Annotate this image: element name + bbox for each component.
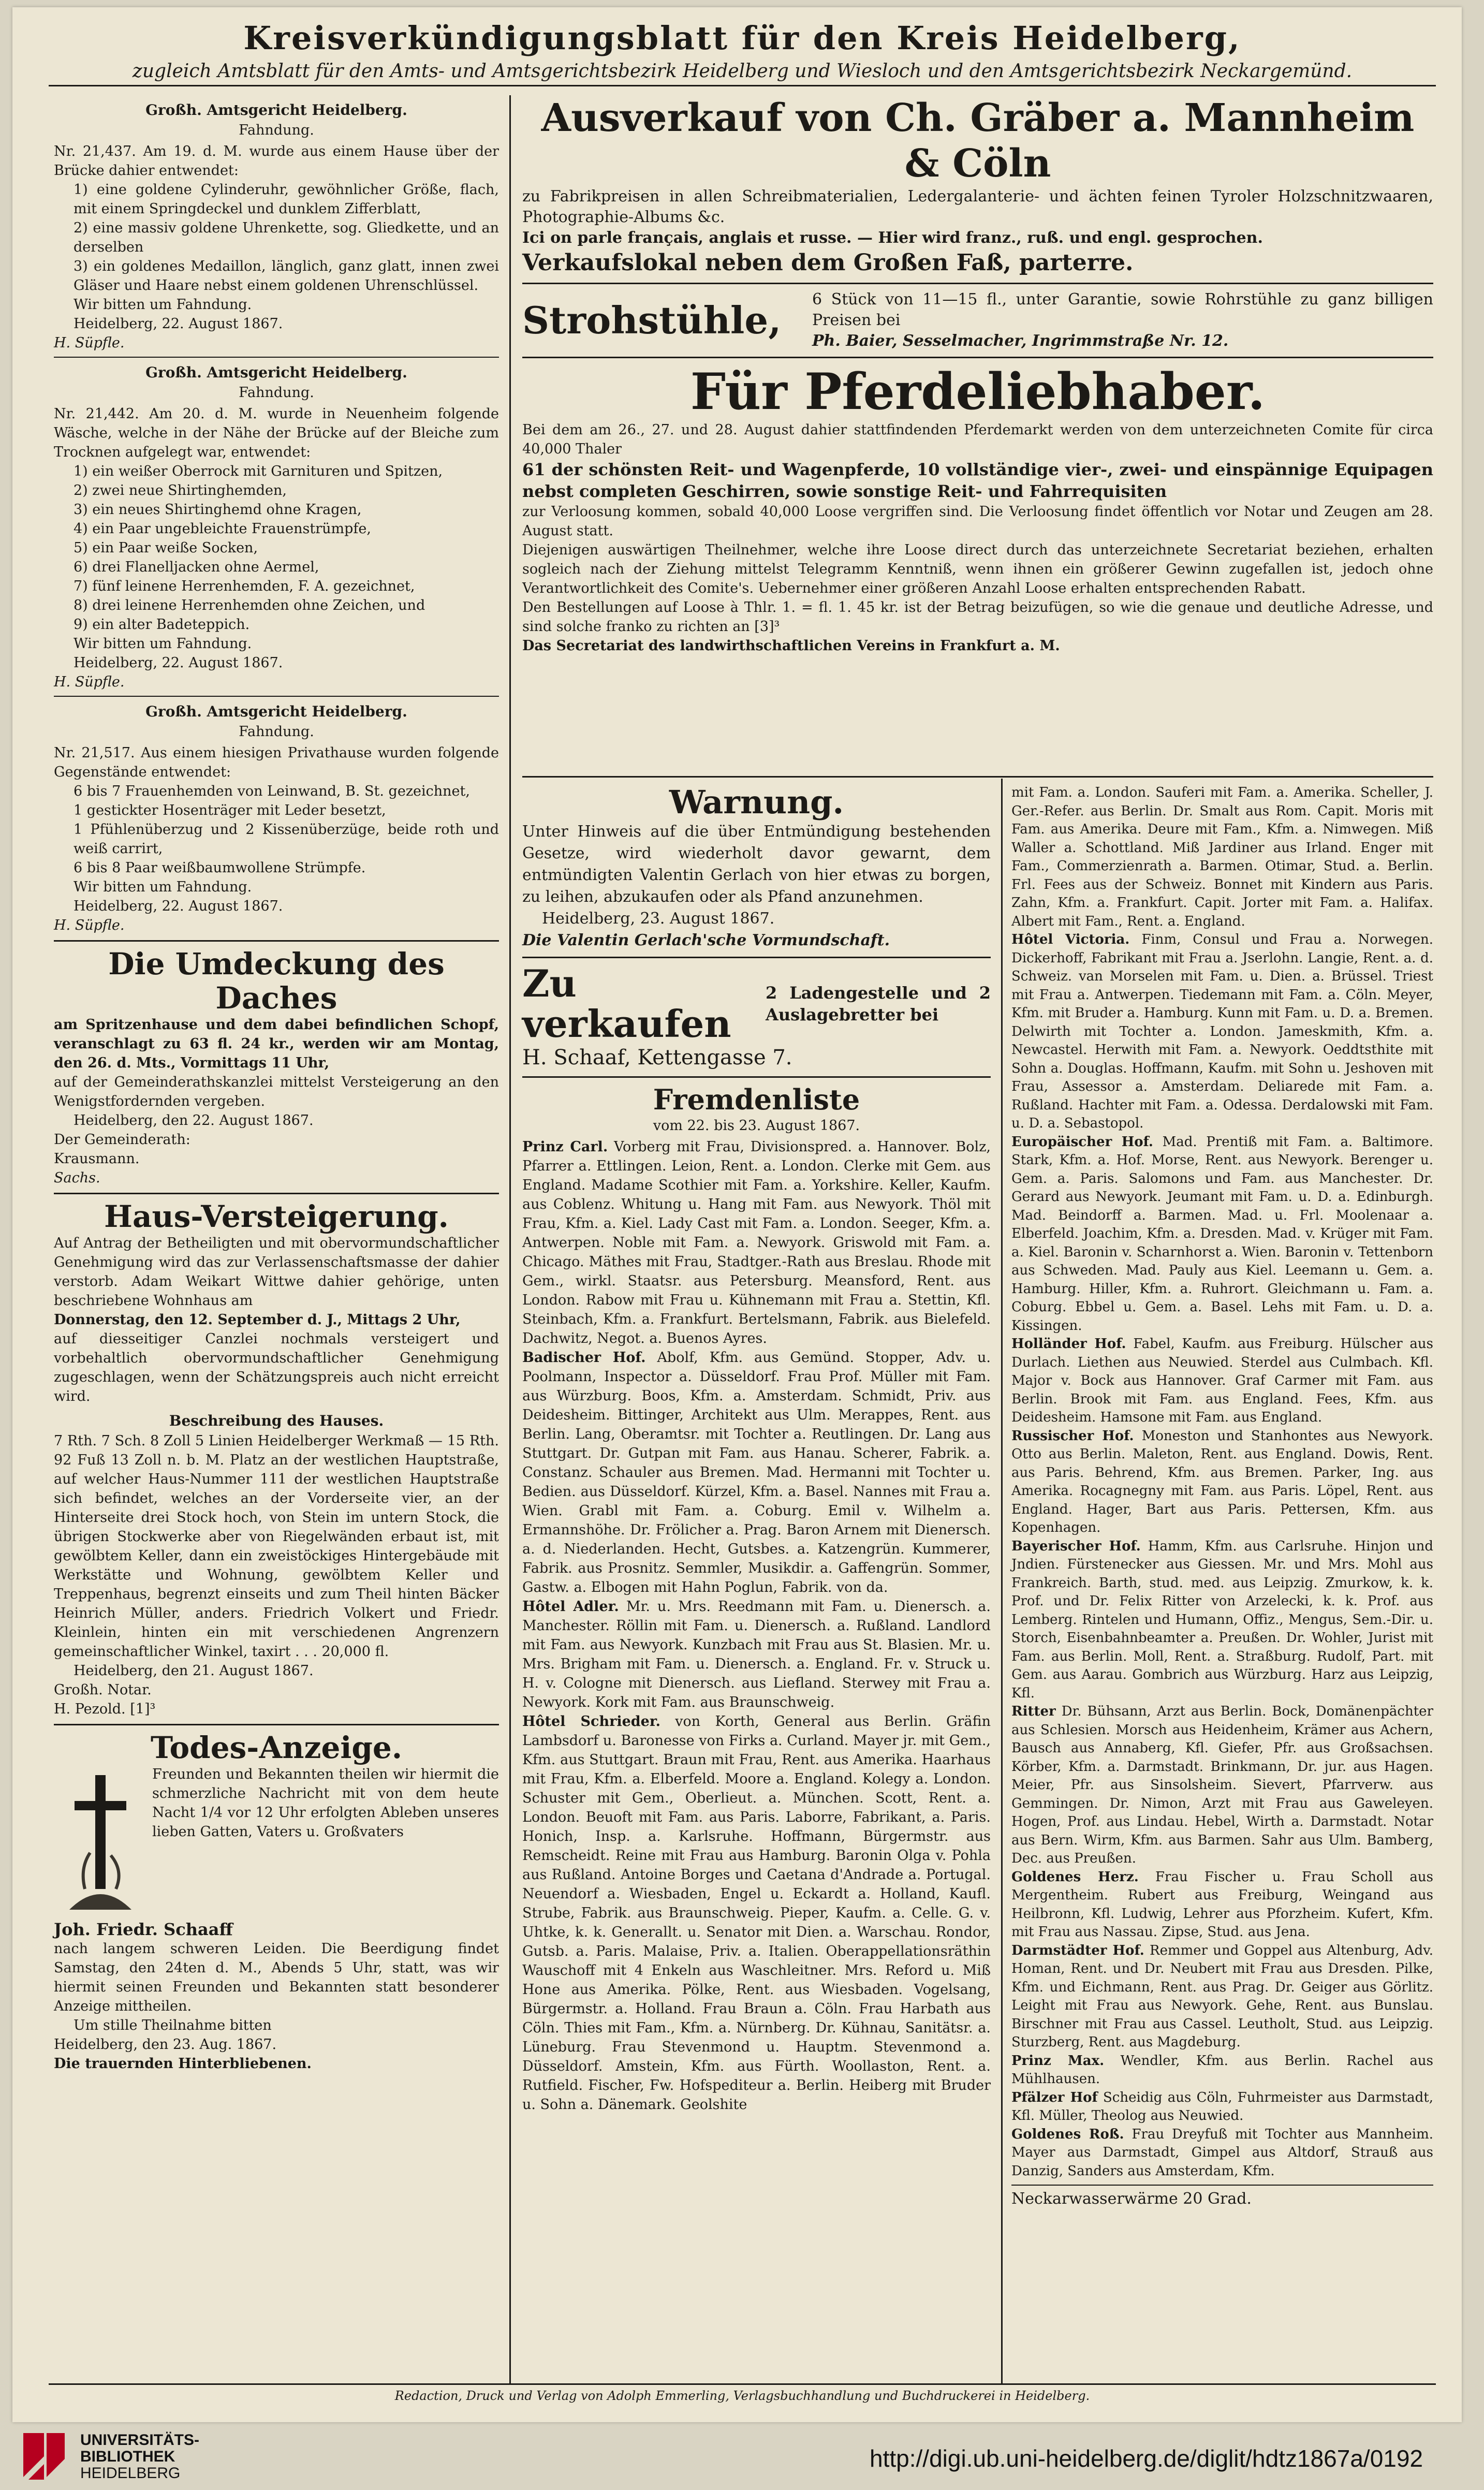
guest-entry (1011, 1942, 1433, 2052)
notice-item: 4) ein Paar ungebleichte Frauenstrümpfe, (74, 521, 371, 537)
chairs-ad (522, 289, 1433, 351)
newspaper-page (12, 7, 1462, 2422)
auction-description: 7 Rth. 7 Sch. 8 Zoll 5 Linien Heidelberger Werkmaß — 15 Rth. 92 Fuß 13 Zoll n. b. M. Platz an der westlichen Hauptstraße, auf welcher Haus-Nummer 111 der westlichen Hauptstraße sich befindet, welches an der Vorderseite vier, an der Hinterseite drei Stock hoch, von Stein im untern Stock, die übrigen Stockwerke aber von Riegelwänden erbaut ist, mit gewölbtem Keller, dann ein zweistöckiges Hintergebäude mit Werkstätte und Wohnung, gewölbtem Keller und Treppenhaus, begrenzt einseits und zum Theil hinten Bäcker Heinrich Müller, anders. Friedrich Volkert und Friedr. Kleinlein, hinten ein mit verschiedenen Angrenzern gemeinschaftlicher Winkel, taxirt . . . 20,000 fl. (54, 1433, 499, 1660)
horses-title: Für Pferdeliebhaber. (690, 362, 1266, 421)
left-column (54, 95, 499, 2073)
death-notice (54, 1731, 499, 2073)
divider (522, 283, 1433, 284)
notice-1 (54, 100, 499, 353)
notice-body: Nr. 21,442. Am 20. d. M. wurde in Neuenheim folgende Wäsche, welche in der Nähe der Brücke auf der Bleiche zum Trocknen aufgelegt war, entwendet: (54, 406, 499, 460)
warning-title: Warnung. (669, 783, 844, 821)
roof-title: Die Umdeckung des Daches (108, 946, 445, 1016)
notice-item: 9) ein alter Badeteppich. (74, 617, 250, 633)
source-url[interactable]: http://digi.ub.uni-heidelberg.de/diglit/hdtz1867a/0192 (870, 2445, 1423, 2472)
hotel-name: Darmstädter Hof. (1011, 1942, 1144, 1958)
guest-entry (522, 1597, 991, 1712)
imprint: Redaction, Druck und Verlag von Adolph Emmerling, Verlagsbuchhandlung und Buchdruckerei in Heidelberg. (394, 2389, 1090, 2403)
hotel-name: Holländer Hof. (1011, 1336, 1126, 1352)
notice-closing: Wir bitten um Fahndung. (74, 879, 252, 895)
notice-item: 6 bis 8 Paar weißbaumwollene Strümpfe. (74, 860, 366, 876)
death-signature: Die trauernden Hinterbliebenen. (54, 2056, 312, 2072)
auction-signature-line (54, 1700, 499, 1719)
hotel-name: Ritter (1011, 1704, 1056, 1719)
guest-names: Mr. u. Mrs. Reedmann mit Fam. u. Dienersch. a. Manchester. Röllin mit Fam. u. Dienersch. a. Rußland. Landlord mit Fam. aus Newyork. Kunzbach mit Frau aus St. Blasien. Mr. u. Mrs. Brigham mit Fam. u. Dienersch. a. England. Fr. v. Struck u. H. v. Cologne mit Dienersch. aus Liefland. Sterwey mit Frau a. Newyork. Kork mit Fam. aus Braunschweig. (522, 1599, 991, 1710)
guest-names: Hamm, Kfm. aus Carlsruhe. Hinjon und Jndien. Fürstenecker aus Giessen. Mr. und Mrs. Mohl aus Frankreich. Barth, stud. med. aus Leipzig. Zmurkow, k. k. Prof. und Dr. Felix Ritter von Arzelecki, k. k. Prof. aus Lemberg. Rintelen und Humann, Offiz., Mengus, Sem.-Dir. u. Storch, Eisenbahnbeamter a. Preußen. Dr. Wohler, Jurist mit Fam. aus Berlin. Moll, Rent. a. Straßburg. Rudolf, Part. mit Gem. aus Aarau. Gombrich aus Würzburg. Harz aus Leipzig, Kfl. (1011, 1538, 1433, 1701)
notice-item: 6) drei Flanelljacken ohne Aermel, (74, 559, 319, 575)
death-text: nach langem schweren Leiden. Die Beerdigung findet Samstag, den 24ten d. M., Abends 5 Uhr, statt, was wir hiermit seinen Freunden und Bekannten statt besonderer Anzeige mittheilen. (54, 1941, 499, 2014)
hotel-name: Pfälzer Hof (1011, 2089, 1098, 2105)
deceased-name: Joh. Friedr. Schaaff (54, 1920, 233, 1939)
auction-description-heading: Beschreibung des Hauses. (169, 1412, 384, 1429)
notice-date: Heidelberg, 22. August 1867. (74, 898, 283, 914)
sale-text: zu Fabrikpreisen in allen Schreibmaterialien, Ledergalanterie- und ächten feinen Tyroler Holzschnitzwaaren, Photographie-Albums &c. (522, 187, 1433, 226)
auction-place-date: Heidelberg, den 21. August 1867. (74, 1663, 314, 1679)
death-body (54, 1765, 499, 1920)
chairs-body (812, 289, 1433, 351)
library-line: UNIVERSITÄTS- (80, 2432, 200, 2449)
guest-entry (1011, 1868, 1433, 1942)
notice-heading: Großh. Amtsgericht Heidelberg. (145, 703, 407, 720)
guest-names: Wendler, Kfm. aus Berlin. Rachel aus Mühlhausen. (1011, 2053, 1433, 2087)
guest-names: Dr. Bühsann, Arzt aus Berlin. Bock, Domänenpächter aus Schlesien. Morsch aus Heidenheim, Krämer aus Achern, Bausch aus Annaberg, Kfl. Giefer, Pfr. aus Großsachsen. Körber, Kfm. a. Darmstadt. Brinkmann, Dr. jur. aus Hagen. Meier, Pfr. aus Sinsolsheim. Sievert, Pfarrverw. aus Gemmingen. Dr. Nimon, Arzt mit Frau aus Gaweleyen. Hogen, Prof. aus Lindau. Hebel, Wirth a. Darmstadt. Notar aus Bern. Wirm, Kfm. aus Barmen. Sahr aus Ulm. Bamberg, Dec. aus Preußen. (1011, 1704, 1433, 1866)
hotel-name: Hôtel Schrieder. (522, 1713, 660, 1730)
guest-entry (1011, 1133, 1433, 1336)
auction-reference: [1]³ (130, 1701, 156, 1717)
forsale-head (522, 963, 991, 1044)
notice-body: Nr. 21,437. Am 19. d. M. wurde aus einem Hause über der Brücke dahier entwendet: (54, 143, 499, 179)
horses-text: Bei dem am 26., 27. und 28. August dahier stattfindenden Pferdemarkt werden von dem unterzeichneten Comite für circa 40,000 Thaler (522, 422, 1433, 457)
notice-heading: Großh. Amtsgericht Heidelberg. (145, 364, 407, 381)
notice-signature: H. Süpfle. (54, 335, 125, 351)
notice-body: Nr. 21,517. Aus einem hiesigen Privathause wurden folgende Gegenstände entwendet: (54, 745, 499, 780)
divider (522, 357, 1433, 358)
notice-item: 3) ein goldenes Medaillon, länglich, ganz glatt, innen zwei Gläser und Haare nebst einem goldenen Uhrenschlüssel. (74, 258, 499, 294)
guest-names: Mad. Prentiß mit Fam. a. Baltimore. Stark, Kfm. a. Hof. Morse, Rent. aus Newyork. Berenger u. Gem. a. Paris. Salomons und Fam. aus Manchester. Dr. Gerard aus Newyork. Jeumant mit Fam. u. D. a. Edinburgh. Mad. Beindorff a. Barmen. Mad. u. Frl. Moolenaar a. Elberfeld. Joachim, Kfm. a. Dresden. Mad. v. Krüger mit Fam. a. Kiel. Baronin v. Scharnhorst a. Wien. Baronin v. Tettenborn aus Schweden. Mad. Pauly aus Kiel. Leemann u. Gem. a. Hamburg. Hiller, Kfm. a. Ruhrort. Gleichmann u. Fam. a. Coburg. Ebbel u. Gem. a. Basel. Lehs mit Fam. u. D. a. Kissingen. (1011, 1134, 1434, 1334)
water-temperature: Neckarwasserwärme 20 Grad. (1011, 2190, 1252, 2208)
sale-title: Ausverkauf von Ch. Gräber a. Mannheim & Cöln (541, 96, 1415, 186)
forsale-title: Zu verkaufen (522, 961, 731, 1046)
notice-subheading: Fahndung. (239, 724, 314, 740)
sale-location: Verkaufslokal neben dem Großen Faß, parterre. (522, 250, 1134, 276)
notice-item: 2) zwei neue Shirtinghemden, (74, 482, 287, 499)
hotel-name: Goldenes Roß. (1011, 2126, 1124, 2142)
warning-text: Unter Hinweis auf die über Entmündigung bestehenden Gesetze, wird wiederholt davor gewarnt, dem entmündigten Valentin Gerlach von hier etwas zu borgen, zu leihen, abzukaufen oder als Pfand anzunehmen. (522, 823, 991, 906)
guest-entry (1011, 2052, 1433, 2089)
guest-entry (1011, 784, 1433, 931)
notice-subheading: Fahndung. (239, 385, 314, 401)
warning-date: Heidelberg, 23. August 1867. (542, 910, 775, 928)
roof-council: Der Gemeinderath: (54, 1132, 190, 1148)
guest-entry (1011, 1427, 1433, 1537)
masthead (49, 18, 1436, 84)
horses-text: Den Bestellungen auf Loose à Thlr. 1. = fl. 1. 45 kr. ist der Betrag beizufügen, so wie die genaue und deutliche Adresse, und sind solche franko zu richten an (522, 599, 1433, 635)
forsale-signature: H. Schaaf, Kettengasse 7. (522, 1046, 792, 1070)
masthead-rule (49, 85, 1436, 86)
divider (54, 1724, 499, 1725)
forsale-ad (522, 963, 991, 1071)
guest-names: Frau Fischer u. Frau Scholl aus Mergentheim. Rubert aus Freiburg, Weingand aus Heilbronn, Kfl. Ludwig, Lehrer aus Pforzheim. Kufert, Kfm. mit Frau aus Nassau. Zipse, Stud. aus Jena. (1011, 1869, 1434, 1940)
auction-date: Donnerstag, den 12. September d. J., Mittags 2 Uhr, (54, 1312, 461, 1328)
hotel-name: Goldenes Herz. (1011, 1869, 1139, 1885)
roof-signature: Sachs. (54, 1170, 100, 1186)
divider (522, 957, 991, 958)
library-seal-icon (16, 2428, 72, 2485)
horses-text: zur Verloosung kommen, sobald 40,000 Loose vergriffen sind. Die Verloosung findet öffentlich vor Notar und Zeugen am 28. August statt. (522, 504, 1433, 539)
guest-entry (1011, 1537, 1433, 1703)
horses-text: Diejenigen auswärtigen Theilnehmer, welche ihre Loose direct durch das unterzeichnete Secretariat beziehen, erhalten sogleich nach der Ziehung mittelst Telegramm Kenntniß, wenn ihnen ein größerer Gewinn zugefallen ist, jedoch ohne Verantwortlichkeit des Comite's. Uebernehmer einer größeren Anzahl Loose erhalten entsprechenden Rabatt. (522, 542, 1433, 596)
sale-languages: Ici on parle français, anglais et russe. — Hier wird franz., ruß. und engl. gesprochen. (522, 229, 1263, 247)
guest-names: Moneston und Stanhontes aus Newyork. Otto aus Berlin. Maleton, Rent. aus England. Dowis, Rent. aus Paris. Behrend, Kfm. aus Bremen. Parker, Ing. aus Amerika. Rocagnegny mit Fam. aus Paris. Löpel, Rent. aus England. Hager, Bart aus Paris. Pettersen, Kfm. aus Kopenhagen. (1011, 1428, 1434, 1535)
notice-signature: H. Süpfle. (54, 674, 125, 690)
hotel-name: Russischer Hof. (1011, 1428, 1134, 1444)
roof-name: Krausmann. (54, 1151, 140, 1167)
guest-names: Finm, Consul und Frau a. Norwegen. Dickerhoff, Fabrikant mit Frau a. Jserlohn. Langie, Rent. a. d. Schweiz. van Morselen mit Fam. u. Dien. a. Brüssel. Triest mit Frau a. Antwerpen. Tiedemann mit Fam. a. Cöln. Meyer, Kfm. mit Bruder a. Hamburg. Kunn mit Fam. u. D. a. Bremen. Delwirth mit Tochter a. London. Jameskmith, Kfm. a. Newcastel. Herwith mit Fam. a. Newyork. Oeddtsthite mit Sohn a. Douglas. Hoffmann, Kaufm. mit Sohn u. Jeshoven mit Frau, Assessor a. Amsterdam. Deliarede mit Fam. a. Rußland. Hachter mit Fam. a. Odessa. Derdalowski mit Fam. u. D. a. Sebastopol. (1011, 932, 1433, 1131)
divider (522, 1076, 991, 1078)
auction-office: Großh. Notar. (54, 1682, 152, 1698)
auction-text: Auf Antrag der Betheiligten und mit obervormundschaftlicher Genehmigung wird das zur Verlassenschaftsmasse der dahier verstorb. Adam Weikart Wittwe dahier gehörige, unten beschriebene Wohnhaus am (54, 1235, 499, 1309)
auction-title: Haus-Versteigerung. (104, 1199, 449, 1234)
notice-2 (54, 363, 499, 692)
guest-entry (1011, 1703, 1433, 1868)
chairs-text: 6 Stück von 11—15 fl., unter Garantie, sowie Rohrstühle zu ganz billigen Preisen bei (812, 290, 1433, 329)
horses-order-line (522, 598, 1433, 636)
death-text: Freunden und Bekannten theilen wir hiermit die schmerzliche Nachricht mit von dem heute Nacht 1/4 vor 12 Uhr erfolgten Ableben unseres lieben Gatten, Vaters u. Großvaters (152, 1766, 499, 1840)
notice-item: 6 bis 7 Frauenhemden von Leinwand, B. St. gezeichnet, (74, 783, 470, 799)
guest-entry (522, 1712, 991, 2114)
guest-entry (1011, 2089, 1433, 2126)
roof-body: auf der Gemeinderathskanzlei mittelst Versteigerung an den Wenigstfordernden vergeben. (54, 1074, 499, 1109)
library-line: BIBLIOTHEK (80, 2448, 175, 2465)
library-logo (16, 2428, 378, 2485)
warning-notice (522, 784, 991, 951)
divider (1011, 2185, 1433, 2186)
notice-closing: Wir bitten um Fahndung. (74, 636, 252, 652)
horses-reference: [3]³ (754, 619, 780, 635)
notice-heading: Großh. Amtsgericht Heidelberg. (145, 101, 407, 119)
hotel-name: Prinz Carl. (522, 1139, 608, 1155)
forsale-text: 2 Ladengestelle und 2 Auslagebretter bei (766, 983, 991, 1024)
death-date: Heidelberg, den 23. Aug. 1867. (54, 2037, 277, 2053)
guest-names: Vorberg mit Frau, Divisionspred. a. Hannover. Bolz, Pfarrer a. Ettlingen. Leion, Rent. a. London. Clerke mit Gem. aus England. Madame Scothier mit Fam. a. Yorkshire. Keller, Kaufm. aus Coblenz. Whitung u. Hang mit Fam. aus Newyork. Thöl mit Frau, Kfm. a. Kiel. Lady Cast mit Fam. a. London. Seeger, Kfm. a. Antwerpen. Noble mit Fam. a. Newyork. Griswold mit Fam. a. Chicago. Mäthes mit Frau, Stadtger.-Rath aus Breslau. Rhode mit Gem., wirkl. Staatsr. aus Petersburg. Meansford, Rent. aus London. Rabow mit Frau u. Kühnemann mit Frau a. Stettin, Kfl. Steinbach, Kfm. a. Frankfurt. Bertelsmann, Fabrik. aus Bielefeld. Dachwitz, Negot. a. Buenos Ayres. (522, 1139, 991, 1346)
divider (54, 940, 499, 942)
notice-item: 8) drei leinene Herrenhemden ohne Zeichen, und (74, 597, 425, 613)
divider (54, 357, 499, 358)
middle-column (522, 784, 991, 2114)
masthead-subtitle: zugleich Amtsblatt für den Amts- und Amtsgerichtsbezirk Heidelberg und Wiesloch und den Amtsgerichtsbezirk Neckargemünd. (132, 61, 1353, 82)
notice-signature: H. Süpfle. (54, 917, 125, 933)
guest-names: Abolf, Kfm. aus Gemünd. Stopper, Adv. u. Poolmann, Inspector a. Düsseldorf. Frau Prof. Müller mit Fam. aus Würzburg. Boos, Kfm. a. Amsterdam. Schmidt, Priv. aus Deidesheim. Bittinger, Architekt aus Ulm. Merappes, Rent. aus Berlin. Lang, Oberamtsr. mit Tochter a. Reutlingen. Dr. Lang aus Stuttgart. Dr. Gutpan mit Fam. aus Hanau. Scherer, Fabrik. a. Constanz. Schauler aus Bremen. Mad. Hermanni mit Tochter u. Bedien. aus Düsseldorf. Kürzel, Kfm. a. Basel. Nannes mit Frau a. Wien. Grabl mit Fam. a. Coburg. Emil v. Wilhelm a. Ermannshöhe. Dr. Frölicher a. Prag. Baron Arnem mit Dienersch. a. d. Niederlanden. Hecht, Gutsbes. a. Katzengrün. Kummerer, Fabrik. aus Prosnitz. Semmler, Musikdir. a. Gaffengrün. Sommer, Gastw. a. Elbogen mit Hahn Poglun, Fabrik. von da. (522, 1350, 991, 1595)
horses-signature: Das Secretariat des landwirthschaftlichen Vereins in Frankfurt a. M. (522, 638, 1060, 654)
notice-3 (54, 702, 499, 935)
house-auction (54, 1199, 499, 1719)
divider (54, 696, 499, 697)
right-top-ads (522, 95, 1433, 655)
cross-icon (54, 1765, 147, 1920)
auction-text: auf diesseitiger Canzlei nochmals versteigert und vorbehaltlich obervormundschaftlicher Genehmigung zugeschlagen, wenn der Schätzungspreis auch nicht erreicht wird. (54, 1331, 499, 1404)
notice-item: 1 Pfühlenüberzug und 2 Kissenüberzüge, beide roth und weiß carrirt, (74, 822, 499, 857)
notice-date: Heidelberg, 22. August 1867. (74, 316, 283, 332)
masthead-title: Kreisverkündigungsblatt für den Kreis Heidelberg, (243, 19, 1241, 57)
notice-item: 3) ein neues Shirtinghemd ohne Kragen, (74, 502, 362, 518)
notice-item: 1) eine goldene Cylinderuhr, gewöhnlicher Größe, flach, mit einem Springdeckel und dunklem Zifferblatt, (74, 182, 499, 217)
guest-list-title: Fremdenliste (653, 1083, 860, 1116)
hotel-name: Badischer Hof. (522, 1350, 646, 1366)
guest-names: Scheidig aus Cöln, Fuhrmeister aus Darmstadt, Kfl. Müller, Theolog aus Neuwied. (1011, 2089, 1433, 2123)
horses-prizes: 61 der schönsten Reit- und Wagenpferde, 10 vollständige vier-, zwei- und einspännige Equipagen nebst completen Geschirren, sowie sonstige Reit- und Fahrrequisiten (522, 460, 1433, 501)
guest-entry (1011, 2126, 1433, 2181)
notice-item: 1) ein weißer Oberrock mit Garnituren und Spitzen, (74, 463, 443, 479)
guest-entry (1011, 1335, 1433, 1427)
guest-names: Fabel, Kaufm. aus Freiburg. Hülscher aus Durlach. Liethen aus Neuwied. Sterdel aus Culmbach. Kfl. Major v. Bock aus Hannover. Graf Carmer mit Fam. aus Berlin. Brook mit Fam. aus England. Fees, Kfm. aus Deidesheim. Hamsone mit Fam. aus England. (1011, 1336, 1433, 1425)
roof-notice (54, 947, 499, 1188)
guest-names: von Korth, General aus Berlin. Gräfin Lambsdorf u. Baronesse von Firks a. Curland. Mayer jr. mit Gem., Kfm. aus Stuttgart. Braun mit Frau, Rent. aus Amerika. Haarhaus mit Frau, Kfm. a. Elberfeld. Moore a. England. Kolegy a. London. Schuster mit Gem., Oberlieut. a. München. Scott, Rent. a. London. Beuoft mit Fam. aus Paris. Laborre, Fabrikant, a. Paris. Honich, Insp. a. Karlsruhe. Hoffmann, Bürgermstr. aus Remscheidt. Reine mit Frau aus Hamburg. Baronin Olga v. Pohla aus Rußland. Antoine Borges und Caetana d'Andrade a. Portugal. Neuendorf a. Wiesbaden, Engel u. Eckardt a. Holland, Kaufl. Strube, Fabrik. aus Braunschweig. Pieper, Kaufm. a. Celle. G. v. Uhtke, k. k. Generallt. u. Senator mit Dien. a. Warschau. Rondor, Gutsb. a. Paris. Malaise, Priv. a. Italien. Oberappellationsräthin Wauschoff mit 4 Enkeln aus Waschleitner. Mrs. Reford u. Miß Hone aus Amerika. Pölke, Rent. aus Wiesbaden. Vogelsang, Bürgermstr. a. Holland. Frau Braun a. Cöln. Frau Harbath aus Cöln. Thies mit Fam., Kfm. a. Nürnberg. Dr. Kühnau, Sanitätsr. a. Lüneburg. Frau Stevenmond u. Hauptm. Stevenmond a. Düsseldorf. Amstein, Kfm. aus Fürth. Woollaston, Rent. a. Rutfield. Fischer, Fw. Hofspediteur a. Berlin. Heiberg mit Bruder u. Sohn a. Dänemark. Geolshite (522, 1713, 991, 2113)
notice-item: 1 gestickter Hosenträger mit Leder besetzt, (74, 802, 386, 818)
guest-entry (522, 1137, 991, 1348)
notice-item: 2) eine massiv goldene Uhrenkette, sog. Gliedkette, und an derselben (74, 220, 499, 255)
death-title: Todes-Anzeige. (150, 1730, 403, 1765)
roof-date: Heidelberg, den 22. August 1867. (74, 1112, 314, 1129)
column-rule (1001, 779, 1003, 2383)
hotel-name: Hôtel Victoria. (1011, 932, 1130, 947)
guest-names: mit Fam. a. London. Sauferi mit Fam. a. Amerika. Scheller, J. Ger.-Refer. aus Berlin. Dr. Smalt aus Rom. Capit. Moris mit Fam. aus Amerika. Deure mit Fam., Kfm. a. Nimwegen. Miß Waller a. Schottland. Miß Jardiner aus Irland. Enger mit Fam., Commerzienrath a. Barmen. Otimar, Stud. a. Berlin. Frl. Fees aus der Schweiz. Bonnet mit Kindern aus Paris. Zahn, Kfm. a. Frankfurt. Capit. Jorter mit Fam. a. Halifax. Albert mit Fam., Rent. a. England. (1011, 785, 1433, 929)
divider (54, 1193, 499, 1194)
footer-rule (49, 2383, 1436, 2385)
guest-entry (1011, 931, 1433, 1133)
warning-signature: Die Valentin Gerlach'sche Vormundschaft. (522, 931, 890, 949)
guest-names: Remmer und Goppel aus Altenburg, Adv. Homan, Rent. und Dr. Neubert mit Frau aus Dresden. Pilke, Kfm. und Eichmann, Rent. aus Prag. Dr. Geiger aus Görlitz. Leight mit Frau aus Newyork. Gehe, Rent. aus Bunslau. Birschner mit Frau aus Cassel. Leutholt, Stud. aus Leipzig. Sturzberg, Rent. aus Magdeburg. (1011, 1942, 1434, 2050)
horses-ad (522, 363, 1433, 655)
hotel-name: Hôtel Adler. (522, 1599, 619, 1615)
chairs-signature: Ph. Baier, Sesselmacher, Ingrimmstraße Nr. 12. (812, 332, 1229, 350)
guest-entry (522, 1348, 991, 1597)
guest-list-dates: vom 22. bis 23. August 1867. (653, 1118, 860, 1134)
notice-date: Heidelberg, 22. August 1867. (74, 655, 283, 671)
library-line: HEIDELBERG (80, 2465, 181, 2482)
section-rule (522, 776, 1433, 778)
death-request: Um stille Theilnahme bitten (74, 2017, 272, 2033)
notice-item: 5) ein Paar weiße Socken, (74, 540, 258, 556)
notice-subheading: Fahndung. (239, 122, 314, 138)
notice-item: 7) fünf leinene Herrenhemden, F. A. gezeichnet, (74, 578, 415, 594)
notice-closing: Wir bitten um Fahndung. (74, 297, 252, 313)
chairs-title: Strohstühle, (522, 298, 782, 342)
hotel-name: Bayerischer Hof. (1011, 1538, 1141, 1554)
guest-names: Frau Dreyfuß mit Tochter aus Mannheim. Mayer aus Darmstadt, Gimpel aus Altdorf, Strauß aus Danzig, Sanders aus Amsterdam, Kfm. (1011, 2126, 1434, 2179)
column-rule (509, 95, 511, 2383)
auction-signature: H. Pezold. (54, 1701, 126, 1717)
hotel-name: Prinz Max. (1011, 2053, 1105, 2069)
roof-lead: am Spritzenhause und dem dabei befindlichen Schopf, veranschlagt zu 63 fl. 24 kr., werden wir am Montag, den 26. d. Mts., Vormittags 11 Uhr, (54, 1017, 499, 1071)
guest-list (522, 1083, 991, 2114)
right-column (1011, 784, 1433, 2208)
hotel-name: Europäischer Hof. (1011, 1134, 1153, 1150)
library-name (80, 2432, 199, 2482)
